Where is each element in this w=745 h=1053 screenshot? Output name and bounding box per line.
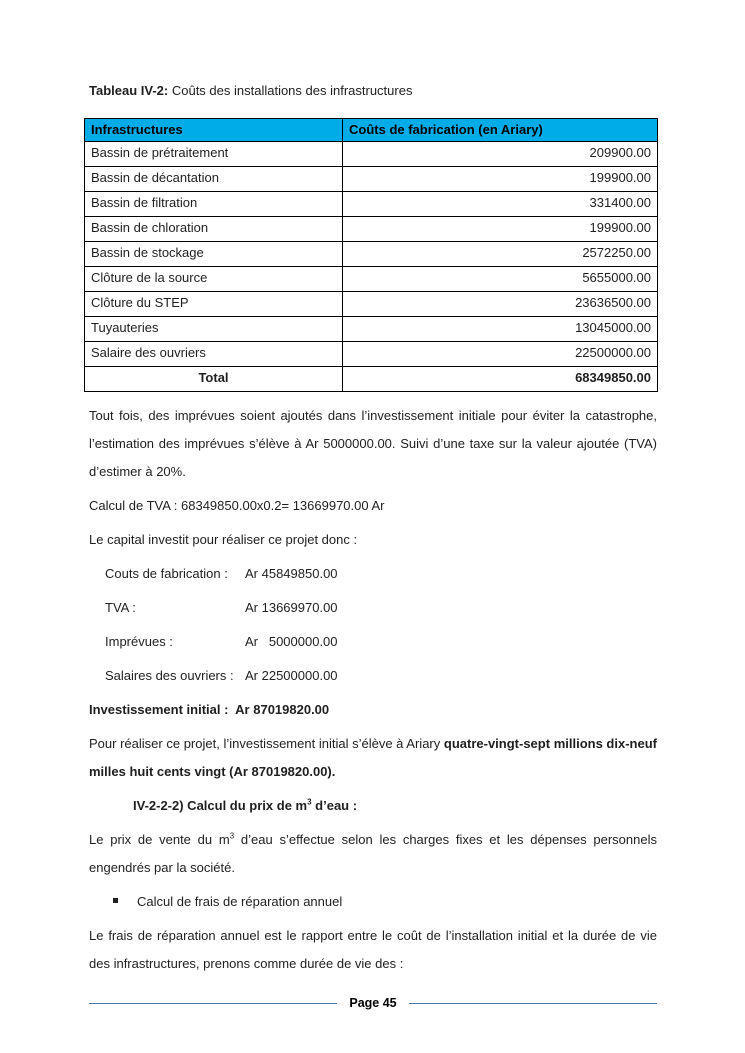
capital-item (89, 628, 657, 656)
paragraph-prix-vente (89, 826, 657, 882)
paragraph-investissement: Investissement initial : Ar 87019820.00 (89, 702, 330, 717)
paragraph-tva-calc: Calcul de TVA : 68349850.00x0.2= 13669970.00 Ar (89, 498, 385, 513)
section-heading-pre: IV-2-2-2) Calcul du prix de m (133, 798, 308, 813)
table-caption-number: Tableau IV-2: (89, 83, 169, 98)
cell-cost: 13045000.00 (343, 317, 658, 342)
footer-rule-left (89, 1003, 337, 1004)
cell-cost: 23636500.00 (343, 292, 658, 317)
table-row (85, 192, 658, 217)
paragraph-realiser (89, 730, 657, 786)
capital-item-value: Ar 22500000.00 (245, 668, 338, 683)
header-infrastructures: Infrastructures (85, 119, 343, 142)
section-heading (89, 792, 657, 820)
footer-rule-right (409, 1003, 657, 1004)
paragraph-frais-reparation: Le frais de réparation annuel est le rapport entre le coût de l’installation initial et la durée de vie des infrastructures, prenons comme durée de vie des : (89, 928, 657, 971)
paragraph-realiser-normal: Pour réaliser ce projet, l’investissement initial s’élève à Ariary (89, 736, 444, 751)
cell-cost: 331400.00 (343, 192, 658, 217)
paragraph-imprevues: Tout fois, des imprévues soient ajoutés dans l’investissement initiale pour éviter la catastrophe, l’estimation des imprévues s’élève à Ar 5000000.00. Suivi d’une taxe sur la valeur ajoutée (TVA) d’estimer à 20%. (89, 408, 657, 479)
table-caption (89, 83, 657, 99)
capital-item-label: Salaires des ouvriers : (105, 668, 238, 683)
table-body (85, 142, 658, 367)
table-caption-text: Coûts des installations des infrastructures (168, 83, 413, 98)
superscript-3: 3 (229, 831, 235, 841)
cell-cost: 209900.00 (343, 142, 658, 167)
cell-infrastructure: Clôture de la source (85, 267, 343, 292)
capital-item-label: Couts de fabrication : (105, 566, 228, 581)
capital-item (89, 594, 657, 622)
table-row (85, 242, 658, 267)
paragraph-prix-vente-pre: Le prix de vente du m (89, 832, 230, 847)
total-value: 68349850.00 (343, 367, 658, 392)
capital-items-list (89, 560, 657, 690)
header-costs: Coûts de fabrication (en Ariary) (343, 119, 658, 142)
paragraph-capital-intro: Le capital investit pour réaliser ce projet donc : (89, 532, 358, 547)
bullet-item (89, 888, 657, 916)
paragraph-realiser-bold: quatre-vingt-sept millions dix-neuf milles huit cents vingt (Ar 87019820.00). (89, 736, 657, 779)
cell-infrastructure: Clôture du STEP (85, 292, 343, 317)
table-row (85, 167, 658, 192)
cell-infrastructure: Salaire des ouvriers (85, 342, 343, 367)
capital-item-value: Ar 45849850.00 (245, 566, 338, 581)
total-label: Total (85, 367, 343, 392)
bullet-item-text: Calcul de frais de réparation annuel (137, 894, 343, 909)
capital-item-value: Ar 13669970.00 (245, 600, 338, 615)
capital-item-value: Ar 5000000.00 (245, 634, 338, 649)
table-row (85, 217, 658, 242)
table-row (85, 292, 658, 317)
total-row (85, 367, 658, 392)
cell-infrastructure: Bassin de chloration (85, 217, 343, 242)
cell-cost: 2572250.00 (343, 242, 658, 267)
table-row (85, 142, 658, 167)
page-content (89, 83, 657, 984)
table-row (85, 317, 658, 342)
superscript-3: 3 (307, 797, 312, 807)
cell-cost: 199900.00 (343, 217, 658, 242)
cell-cost: 22500000.00 (343, 342, 658, 367)
bullet-square-icon (113, 898, 118, 903)
capital-item (89, 560, 657, 588)
table-row (85, 342, 658, 367)
capital-item (89, 662, 657, 690)
capital-item-label: Imprévues : (105, 634, 173, 649)
cell-infrastructure: Bassin de prétraitement (85, 142, 343, 167)
capital-item-label: TVA : (105, 600, 136, 615)
body-text (89, 402, 657, 978)
costs-table (84, 118, 658, 392)
table-row (85, 267, 658, 292)
page-number: Page 45 (349, 996, 397, 1010)
paragraph-prix-vente-post: d’eau s’effectue selon les charges fixes et les dépenses personnels engendrés par la société. (89, 832, 657, 875)
section-heading-post: d’eau : (311, 798, 358, 813)
cell-infrastructure: Bassin de filtration (85, 192, 343, 217)
cell-infrastructure: Bassin de décantation (85, 167, 343, 192)
page-footer (89, 993, 657, 1013)
cell-cost: 5655000.00 (343, 267, 658, 292)
cell-infrastructure: Tuyauteries (85, 317, 343, 342)
cell-infrastructure: Bassin de stockage (85, 242, 343, 267)
cell-cost: 199900.00 (343, 167, 658, 192)
table-header-row (85, 119, 658, 142)
